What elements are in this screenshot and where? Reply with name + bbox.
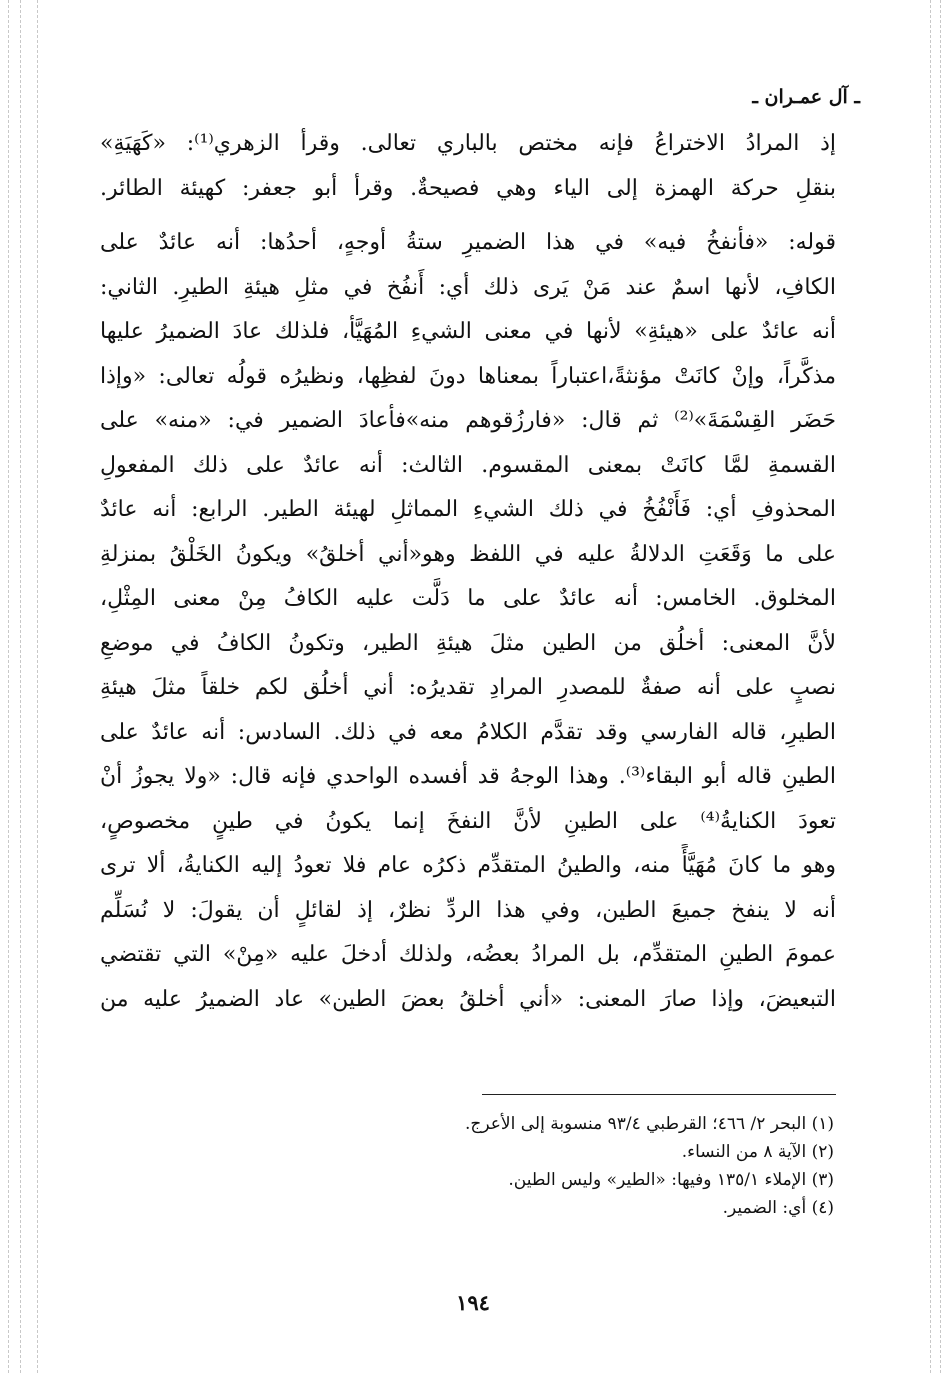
text-line: أنه لا ينفخ جميعَ الطين، وفي هذا الردِّ نظرٌ، إذ لقائلٍ أن يقولَ: لا نُسَلِّم [100, 897, 836, 923]
scan-margin-line [20, 0, 21, 1373]
text-line: تعودَ الكنايةُ⁽⁴⁾ على الطينِ لأنَّ النفخَ إنما يكونُ في طينٍ مخصوصٍ، [100, 808, 836, 834]
footnote-item: (٢) الآية ٨ من النساء. [681, 1142, 834, 1162]
text-line: حَضَر القِسْمَةَ»⁽²⁾ ثم قال: «فارزُقوهم منه»فأعادَ الضمير في: «منه» على [100, 408, 836, 433]
text-line: القسمةِ لمَّا كانَتْ بمعنى المقسوم. الثالث: أنه عائدٌ على ذلك المفعولِ [100, 452, 836, 478]
text-line: على ما وَقَعَتِ الدلالةُ عليه في اللفظ وهو«أني أخلقُ» ويكونُ الخَلْقُ بمنزلةِ [100, 541, 836, 567]
text-line: لأنَّ المعنى: أخلُق من الطين مثلَ هيئةِ الطير، وتكونُ الكافُ في موضعِ [100, 630, 836, 656]
paragraph-gap [100, 211, 836, 221]
text-line: إذ المرادُ الاختراعُ فإنه مختص بالباري تعالى. وقرأ الزهري⁽¹⁾: «كَهَيَةِ» [100, 131, 836, 156]
text-line: أنه عائدٌ على «هيئةِ» لأنها في معنى الشيءِ المُهَيَّأ، فلذلك عادَ الضميرُ عليها [100, 319, 836, 344]
scan-margin-line [940, 0, 941, 1373]
footnote-item: (٤) أي: الضمير. [722, 1198, 834, 1218]
main-text [100, 122, 836, 1022]
running-header: ـ آل عمـران ـ [752, 86, 860, 108]
text-line: التبعيضَ، وإذا صارَ المعنى: «أني أخلقُ بعضَ الطين» عاد الضميرُ عليه من [100, 986, 836, 1012]
footnotes [234, 1110, 834, 1222]
scan-margin-line [37, 0, 38, 1373]
footnote-separator [482, 1094, 836, 1095]
text-line: قوله: «فأنفخُ فيه» في هذا الضميرِ ستةُ أوجهٍ، أحدُها: أنه عائدٌ على [100, 230, 836, 255]
footnote-item: (٣) الإملاء ١٣٥/١ وفيها: «الطير» وليس الطين. [508, 1170, 834, 1190]
text-line: المخلوق. الخامس: أنه عائدٌ على ما دَلَّت عليه الكافُ مِنْ معنى المِثْلِ، [100, 586, 836, 611]
text-line: عمومَ الطينِ المتقدِّم، بل المرادُ بعضُه، ولذلك أدخلَ عليه «مِنْ» التي تقتضي [100, 942, 836, 967]
footnote-item: (١) البحر ٢/ ٤٦٦؛ القرطبي ٩٣/٤ منسوبة إلى الأعرج. [465, 1114, 834, 1134]
text-line: مذكَّراً، وإنْ كانَتْ مؤنثةً،اعتباراً بمعناها دونَ لفظِها، ونظيرُه قولُه تعالى: «وإذا [100, 363, 836, 389]
text-line: المحذوفِ أي: فَأَنْفُخُ في ذلك الشيءِ المماثلِ لهيئة الطير. الرابع: أنه عائدٌ [100, 497, 836, 522]
text-line: الطينِ قاله أبو البقاء⁽³⁾. وهذا الوجهُ قد أفسده الواحدي فإنه قال: «ولا يجوزُ أنْ [100, 764, 836, 789]
scan-margin-line [930, 0, 931, 1373]
text-line: وهو ما كانَ مُهَيَّأً منه، والطينُ المتقدِّم ذكرُه عام فلا تعودُ إليه الكنايةُ، ألا ترى [100, 853, 836, 878]
scan-margin-line [8, 0, 9, 1373]
text-line: الكافِ، لأنها اسمٌ عند مَنْ يَرى ذلك أي: أَنفُخ في مثلِ هيئةِ الطيرِ. الثاني: [100, 274, 836, 300]
text-line: بنقلِ حركة الهمزة إلى الياء وهي فصيحةٌ. وقرأ أبو جعفر: كهيئة الطائر. [100, 175, 836, 201]
text-line: نصبٍ على أنه صفةٌ للمصدرِ المرادِ تقديرُه: أني أخلُق لكم خلقاً مثلَ هيئةِ [100, 675, 836, 700]
page-number: ١٩٤ [456, 1290, 490, 1315]
text-line: الطيرِ، قاله الفارسي وقد تقدَّم الكلامُ معه في ذلك. السادس: أنه عائدٌ على [100, 719, 836, 745]
